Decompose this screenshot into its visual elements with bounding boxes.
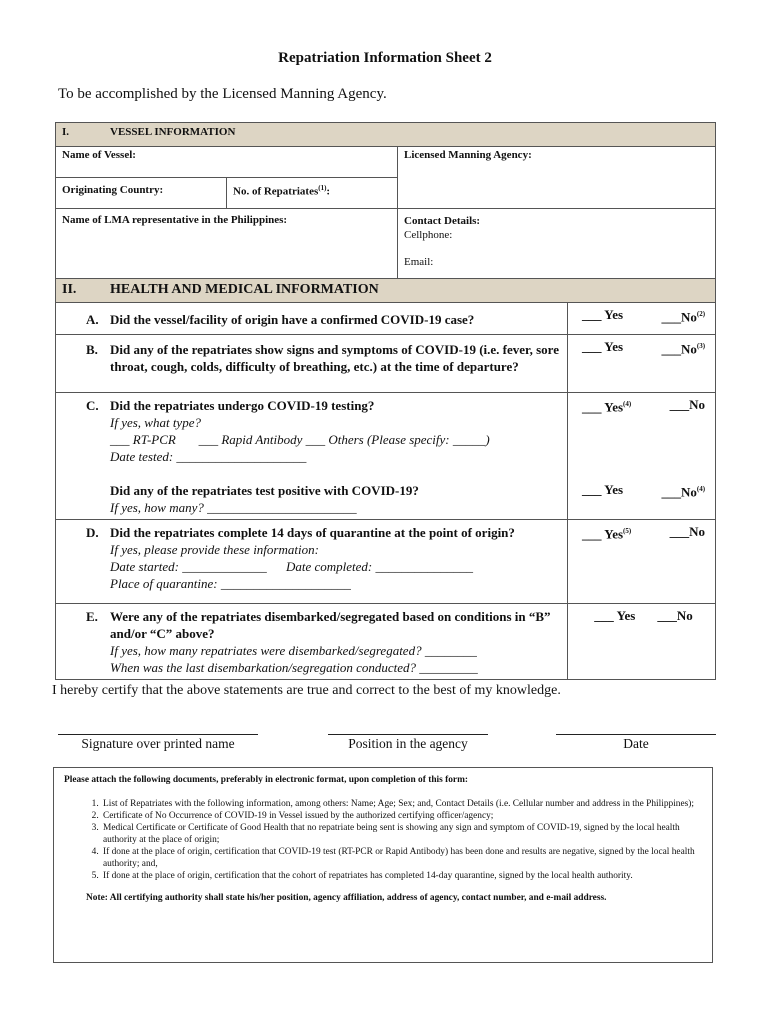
attachment-item: 1. List of Repatriates with the following information, among others: Name; Age; Sex; and, Contact Details (i.e. Cellular number and address in the Philippines); <box>101 798 702 810</box>
contact-details-field[interactable] <box>398 209 716 279</box>
originating-country-label: Originating Country: <box>62 184 164 196</box>
no-checkbox[interactable] <box>661 338 705 357</box>
question-c-row <box>56 393 716 520</box>
signature-label: Signature over printed name <box>81 736 235 751</box>
question-letter: D. <box>86 525 99 540</box>
footnote-marker: (5) <box>623 527 632 535</box>
if-yes-text: If yes, please provide these information: <box>110 542 319 557</box>
footnote-marker: (4) <box>623 400 632 408</box>
question-text: Did the repatriates undergo COVID-19 testing? <box>110 398 375 413</box>
attachments-intro: Please attach the following documents, preferably in electronic format, upon completion of this form: <box>64 775 469 785</box>
question-letter: C. <box>86 398 99 413</box>
cellphone-label: Cellphone: <box>404 229 453 241</box>
question-letter: A. <box>86 312 99 327</box>
yes-label: ___ Yes <box>582 307 624 322</box>
page-title: Repatriation Information Sheet 2 <box>278 50 492 66</box>
question-text: Did the vessel/facility of origin have a confirmed COVID-19 case? <box>110 312 475 327</box>
last-disembarkation-field[interactable]: When was the last disembarkation/segregation conducted? _________ <box>110 660 478 675</box>
yes-checkbox[interactable] <box>582 396 631 415</box>
no-label: ___No <box>669 397 706 412</box>
footnote-marker: (2) <box>696 310 706 318</box>
test-type-options[interactable]: ___ RT-PCR ___ Rapid Antibody ___ Others (Please specify: _____) <box>110 432 490 447</box>
question-text: Did the repatriates complete 14 days of quarantine at the point of origin? <box>110 525 515 540</box>
no-label: ___No <box>657 608 693 623</box>
followup-question-text: Did any of the repatriates test positive with COVID-19? <box>110 483 419 498</box>
no-checkbox[interactable] <box>670 523 705 542</box>
question-e-row <box>56 604 716 680</box>
attachments-box <box>53 767 713 963</box>
footnote-marker: (4) <box>696 485 706 494</box>
footnote-marker: (3) <box>696 342 706 350</box>
footnote-marker: (1) <box>318 184 327 192</box>
yes-label: ___ Yes <box>582 482 624 498</box>
attachments-note: Note: All certifying authority shall state his/her position, agency affiliation, address of agency, contact number, and e-mail address. <box>86 893 607 903</box>
yes-label: ___ Yes <box>594 608 636 623</box>
email-label: Email: <box>404 256 434 268</box>
yes-label: ___ Yes <box>582 399 624 415</box>
no-checkbox[interactable] <box>670 396 705 415</box>
no-checkbox[interactable] <box>661 306 705 325</box>
colon: : <box>326 185 331 198</box>
yes-checkbox[interactable] <box>582 306 623 325</box>
attachment-item: 5. If done at the place of origin, certification that the cohort of repatriates has completed 14-day quarantine, signed by the local health authority. <box>101 870 702 882</box>
yes-label: ___ Yes <box>582 526 624 542</box>
positive-count-field[interactable]: If yes, how many? _______________________ <box>110 500 357 515</box>
yes-checkbox[interactable] <box>594 607 635 624</box>
section-heading: VESSEL INFORMATION <box>110 126 236 138</box>
question-letter: E. <box>86 609 98 624</box>
attachments-list <box>64 798 702 882</box>
vessel-name-field[interactable] <box>56 147 398 178</box>
yes-label: ___ Yes <box>582 339 624 354</box>
contact-details-label: Contact Details: <box>404 215 481 227</box>
section-number: II. <box>62 282 77 297</box>
position-label: Position in the agency <box>348 736 468 751</box>
followup-no-checkbox[interactable] <box>661 481 705 500</box>
date-started-field[interactable]: Date started: _____________ <box>110 559 267 574</box>
attachment-item: 3. Medical Certificate or Certificate of Good Health that no repatriate being sent is showing any sign and symptom of COVID-19, signed by the local health authority at the place of origin; <box>101 822 702 846</box>
followup-yes-checkbox[interactable] <box>582 481 623 500</box>
disembarked-count-field[interactable]: If yes, how many repatriates were disembarked/segregated? ________ <box>110 643 477 658</box>
page-subtitle: To be accomplished by the Licensed Manning Agency. <box>58 86 387 102</box>
lma-representative-field[interactable] <box>56 209 398 279</box>
question-a-row <box>56 303 716 335</box>
date-line[interactable] <box>556 734 716 735</box>
section-number: I. <box>62 126 70 138</box>
section-vessel-header <box>56 123 716 147</box>
attachment-item: 2. Certificate of No Occurrence of COVID-19 in Vessel issued by the authorized certifying officer/agency; <box>101 810 702 822</box>
question-d-row <box>56 520 716 604</box>
attachment-item: 4. If done at the place of origin, certification that COVID-19 test (RT-PCR or Rapid Antibody) has been done and results are negative, signed by the local health authority; and, <box>101 846 702 870</box>
originating-country-field[interactable] <box>56 178 227 209</box>
signature-line[interactable] <box>58 734 258 735</box>
manning-agency-label: Licensed Manning Agency: <box>404 149 532 161</box>
no-label: ___No <box>661 484 697 500</box>
question-text: Were any of the repatriates disembarked/segregated based on conditions in “B” and/or “C” above? <box>110 609 551 641</box>
question-letter: B. <box>86 342 98 357</box>
question-text: Did any of the repatriates show signs and symptoms of COVID-19 (i.e. fever, sore throat, cough, colds, difficulty of breathing, etc.) at the time of departure? <box>110 342 559 374</box>
section-health-header <box>56 279 716 303</box>
manning-agency-field[interactable] <box>398 147 716 209</box>
vessel-name-label: Name of Vessel: <box>62 149 136 161</box>
repatriates-count-field[interactable] <box>227 178 398 209</box>
if-yes-text: If yes, what type? <box>110 415 201 430</box>
position-line[interactable] <box>328 734 488 735</box>
no-label: ___No <box>669 524 706 539</box>
repatriates-count-label: No. of Repatriates <box>233 185 319 198</box>
place-of-quarantine-field[interactable]: Place of quarantine: ____________________ <box>110 576 351 591</box>
question-b-row <box>56 335 716 393</box>
date-tested-field[interactable]: Date tested: ____________________ <box>110 449 307 464</box>
lma-representative-label: Name of LMA representative in the Philippines: <box>62 214 288 226</box>
no-label: ___No <box>661 309 697 325</box>
date-label: Date <box>623 736 649 751</box>
date-completed-field[interactable]: Date completed: _______________ <box>285 559 473 574</box>
yes-checkbox[interactable] <box>582 523 631 542</box>
no-checkbox[interactable] <box>657 607 692 624</box>
certification-statement: I hereby certify that the above statements are true and correct to the best of my knowledge. <box>52 683 561 698</box>
yes-checkbox[interactable] <box>582 338 623 357</box>
form-table <box>55 122 716 680</box>
no-label: ___No <box>661 341 697 357</box>
section-heading: HEALTH AND MEDICAL INFORMATION <box>110 282 379 297</box>
